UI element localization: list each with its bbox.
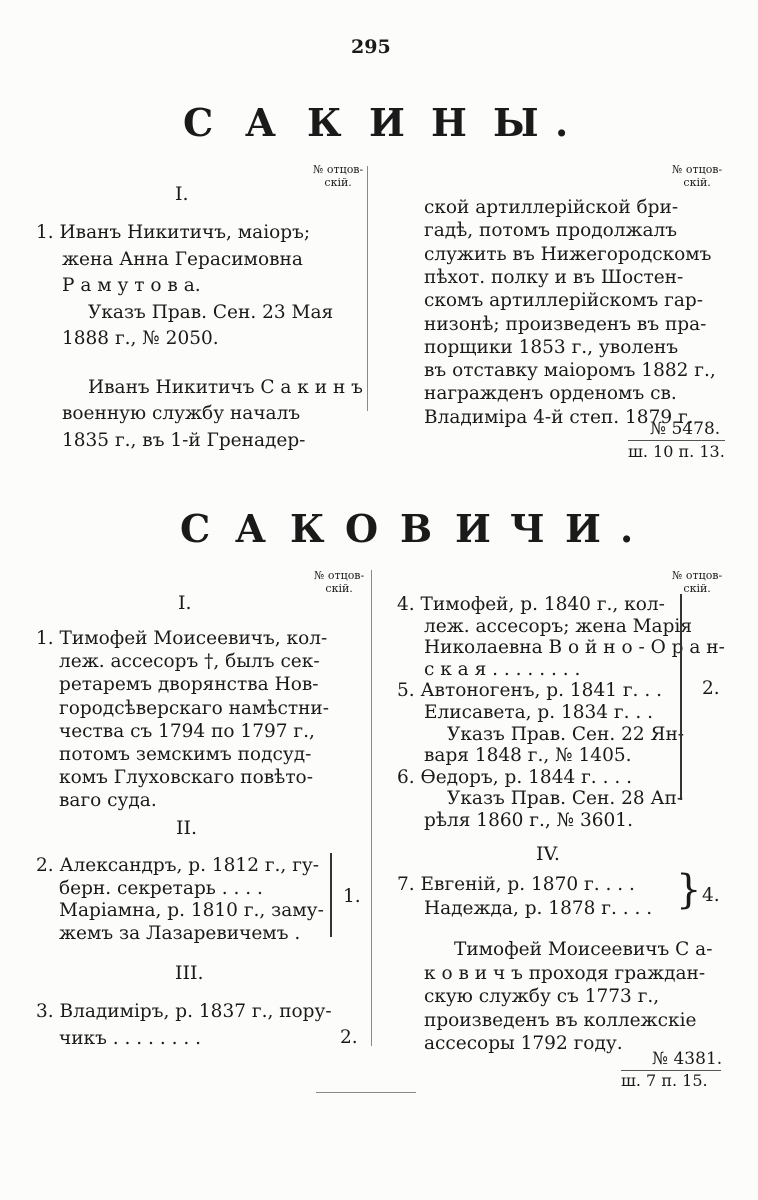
- family-title-letter: О: [345, 506, 379, 551]
- right-entry-line: леж. ассесоръ; жена Марія: [424, 615, 693, 637]
- entry-right-line: служить въ Нижегородскомъ: [424, 243, 712, 265]
- entry-left-line: 1888 г., № 2050.: [62, 328, 219, 349]
- family-title-letter: А: [245, 100, 276, 145]
- roman-numeral: IV.: [536, 843, 560, 865]
- entry-1-line: ваго суда.: [59, 790, 157, 812]
- entry-7-line: Надежда, р. 1878 г. . . .: [424, 898, 653, 919]
- entry-2-line: Маріамна, р. 1810 г., заму-: [59, 900, 324, 921]
- reference-subscript: ш. 7 п. 15.: [621, 1071, 708, 1090]
- entry-2-line: 2. Александръ, р. 1812 г., гу-: [36, 855, 320, 876]
- entry-2-line: берн. секретарь . . . .: [59, 877, 263, 899]
- reference-subscript: ш. 10 п. 13.: [628, 442, 725, 461]
- entry-right-line: въ отставку маіоромъ 1882 г.,: [424, 360, 716, 382]
- family-title-letter: .: [555, 100, 569, 145]
- entry-1-line: потомъ земскимъ подсуд-: [59, 744, 312, 765]
- family-title-letter: К: [290, 506, 325, 551]
- roman-numeral: II.: [176, 817, 198, 839]
- entry-7-line: 7. Евгеній, р. 1870 г. . . .: [397, 874, 635, 895]
- column-header-left: № отцов- скій.: [314, 569, 365, 595]
- entry-3-reference: 2.: [340, 1027, 358, 1048]
- brace-icon: }: [676, 867, 702, 913]
- roman-numeral: III.: [175, 962, 204, 984]
- note-line: к о в и ч ъ проходя граждан-: [424, 962, 706, 984]
- column-header-left: № отцов- скій.: [313, 163, 364, 189]
- entry-1-line: городсѣверскаго намѣстни-: [59, 697, 330, 719]
- brace-line: [330, 853, 332, 937]
- right-entry-line: 4. Тимофей, р. 1840 г., кол-: [397, 594, 665, 615]
- family-title-letter: К: [307, 100, 342, 145]
- note-line: Тимофей Моисеевичъ С а-: [454, 939, 713, 960]
- entry-left-line: жена Анна Герасимовна: [62, 248, 303, 270]
- entry-left-line: Р а м у т о в а.: [62, 275, 201, 296]
- note-line: ассесоры 1792 году.: [424, 1033, 623, 1054]
- family-title-letter: И: [565, 506, 601, 551]
- note-line: скую службу съ 1773 г.,: [424, 986, 660, 1007]
- entry-1-line: 1. Тимофей Моисеевичъ, кол-: [36, 628, 328, 649]
- family-title-letter: Ы: [493, 100, 539, 145]
- right-entry-line: рѣля 1860 г., № 3601.: [424, 810, 633, 831]
- family-title-letter: С: [183, 100, 214, 145]
- entry-2-line: жемъ за Лазаревичемъ .: [59, 922, 301, 944]
- entry-left-line: 1835 г., въ 1-й Гренадер-: [62, 429, 306, 451]
- column-divider: [371, 570, 372, 1046]
- entry-left-line: Указъ Прав. Сен. 23 Мая: [88, 301, 334, 323]
- entry-1-line: чества съ 1794 по 1797 г.,: [59, 720, 315, 742]
- entries-4-6-reference: 2.: [702, 678, 720, 699]
- entry-right-line: ской артиллерійской бри-: [424, 197, 679, 218]
- right-entry-line: 6. Ѳедоръ, р. 1844 г. . . .: [397, 766, 632, 788]
- right-entry-line: варя 1848 г., № 1405.: [424, 745, 632, 767]
- entry-2-reference: 1.: [343, 886, 361, 907]
- page-number: 295: [351, 36, 391, 58]
- entry-right-line: гадѣ, потомъ продолжалъ: [424, 220, 678, 242]
- right-entry-line: Елисавета, р. 1834 г. . .: [424, 702, 654, 723]
- entry-1-line: леж. ассесоръ †, былъ сек-: [59, 651, 320, 673]
- entry-right-line: награжденъ орденомъ св.: [424, 383, 677, 405]
- entry-right-line: низонѣ; произведенъ въ пра-: [424, 313, 707, 335]
- right-entry-line: Николаевна В о й н о - О р а н-: [424, 637, 725, 659]
- right-entry-line: с к а я . . . . . . . .: [424, 658, 581, 680]
- family-title-letter: И: [455, 506, 491, 551]
- right-entry-line: Указъ Прав. Сен. 28 Ап-: [447, 788, 684, 810]
- note-line: произведенъ въ коллежскіе: [424, 1009, 697, 1031]
- family-title-letter: Н: [431, 100, 467, 145]
- roman-numeral: I.: [175, 183, 189, 205]
- reference-number: № 5478.: [650, 419, 721, 439]
- family-title-letter: В: [400, 506, 433, 551]
- family-title-letter: А: [235, 506, 266, 551]
- entry-left-line: военную службу началъ: [62, 403, 301, 424]
- entry-right-line: скомъ артиллерійскомъ гар-: [424, 290, 703, 312]
- entry-right-line: Владиміра 4-й степ. 1879 г.: [424, 406, 694, 428]
- family-title-letter: И: [369, 100, 405, 145]
- column-header-right: № отцов- скій.: [672, 163, 723, 189]
- bottom-rule: [316, 1092, 416, 1093]
- entry-right-line: пѣхот. полку и въ Шостен-: [424, 266, 684, 288]
- entry-3-line: чикъ . . . . . . . .: [59, 1027, 201, 1049]
- family-title-letter: Ч: [510, 506, 545, 551]
- right-entry-line: 5. Автоногенъ, р. 1841 г. . .: [397, 680, 662, 702]
- entry-left-line: Иванъ Никитичъ С а к и н ъ: [88, 376, 363, 398]
- right-entry-line: Указъ Прав. Сен. 22 Ян-: [447, 723, 685, 745]
- brace-line: [680, 594, 682, 800]
- family-title-letter: С: [180, 506, 211, 551]
- column-header-right: № отцов- скій.: [672, 569, 723, 595]
- reference-number: № 4381.: [652, 1049, 723, 1069]
- roman-numeral: I.: [178, 592, 192, 614]
- entry-1-line: комъ Глуховскаго повѣто-: [59, 767, 313, 789]
- entry-7-reference: 4.: [702, 885, 720, 906]
- column-divider: [367, 166, 368, 411]
- entry-left-line: 1. Иванъ Никитичъ, маіоръ;: [36, 222, 311, 243]
- family-title-letter: .: [620, 506, 634, 551]
- entry-right-line: порщики 1853 г., уволенъ: [424, 336, 679, 358]
- entry-1-line: ретаремъ дворянства Нов-: [59, 674, 319, 696]
- entry-3-line: 3. Владиміръ, р. 1837 г., пору-: [36, 1001, 332, 1022]
